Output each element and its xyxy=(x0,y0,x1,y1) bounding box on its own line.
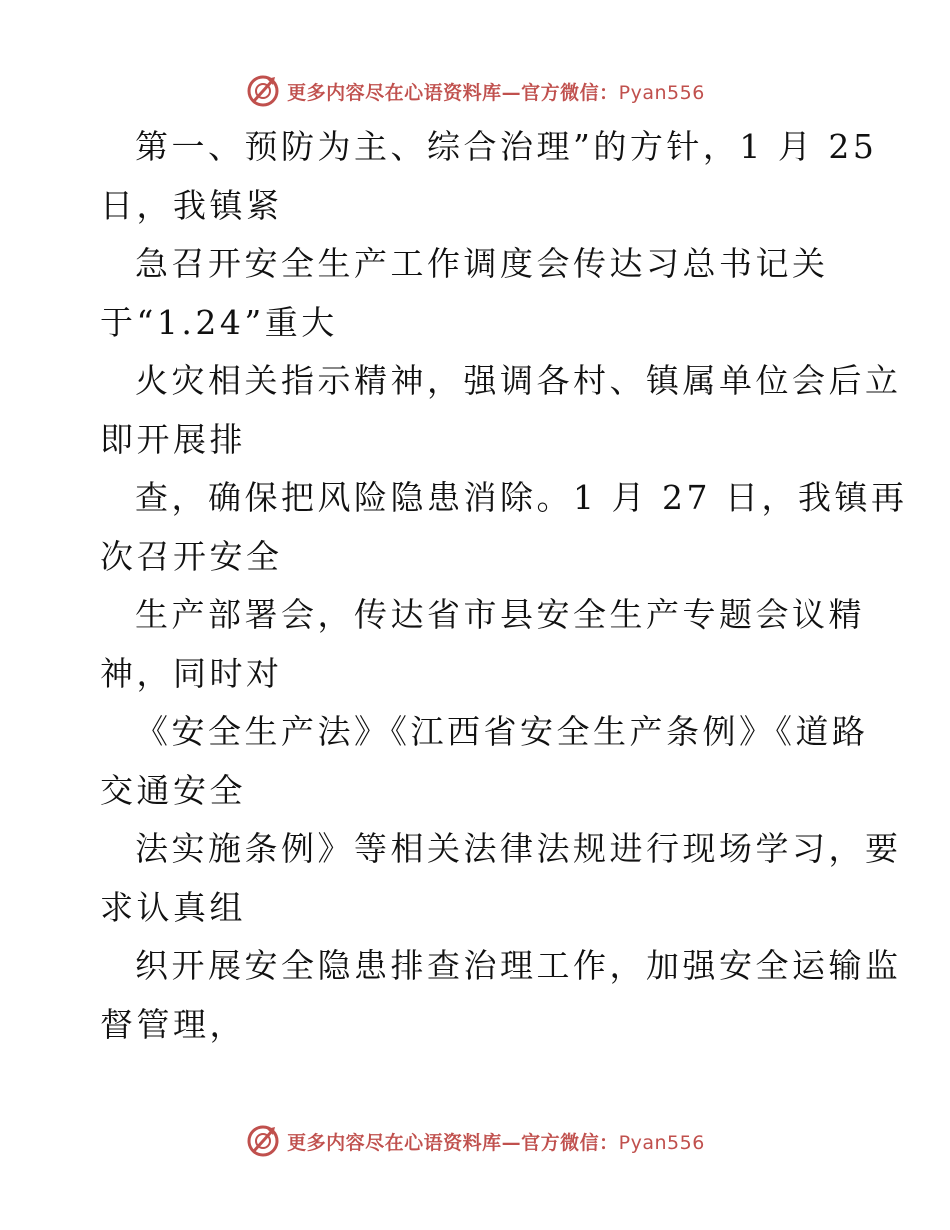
text-line: 法实施条例》等相关法律法规进行现场学习，要 xyxy=(135,829,902,868)
text-line: 次召开安全 xyxy=(100,536,283,576)
text-line: 督管理， xyxy=(100,1004,246,1044)
text-line: 神，同时对 xyxy=(100,653,283,693)
text-line: 查，确保把风险隐患消除。1 月 27 日，我镇再 xyxy=(135,478,908,517)
text-line: 第一、预防为主、综合治理”的方针，1 月 25 xyxy=(135,127,878,166)
document-body xyxy=(100,118,908,1054)
page-header-banner xyxy=(0,73,950,109)
header-banner-text: 更多内容尽在心语资料库—官方微信：Pyan556 xyxy=(287,81,705,104)
seal-logo-icon xyxy=(245,1123,281,1159)
text-line: 火灾相关指示精神，强调各村、镇属单位会后立 xyxy=(135,361,902,400)
text-line: 即开展排 xyxy=(100,419,246,459)
text-line: 生产部署会，传达省市县安全生产专题会议精 xyxy=(135,595,865,634)
text-line: 《安全生产法》《江西省安全生产条例》《道路 xyxy=(135,712,869,751)
footer-banner-text: 更多内容尽在心语资料库—官方微信：Pyan556 xyxy=(287,1131,705,1154)
page-footer-banner xyxy=(0,1123,950,1159)
seal-logo-icon xyxy=(245,73,281,109)
text-line: 于“1.24”重大 xyxy=(100,302,338,342)
text-line: 求认真组 xyxy=(100,887,246,927)
text-line: 交通安全 xyxy=(100,770,246,810)
text-line: 日，我镇紧 xyxy=(100,185,283,225)
text-line: 织开展安全隐患排查治理工作，加强安全运输监 xyxy=(135,946,902,985)
text-line: 急召开安全生产工作调度会传达习总书记关 xyxy=(135,244,829,283)
